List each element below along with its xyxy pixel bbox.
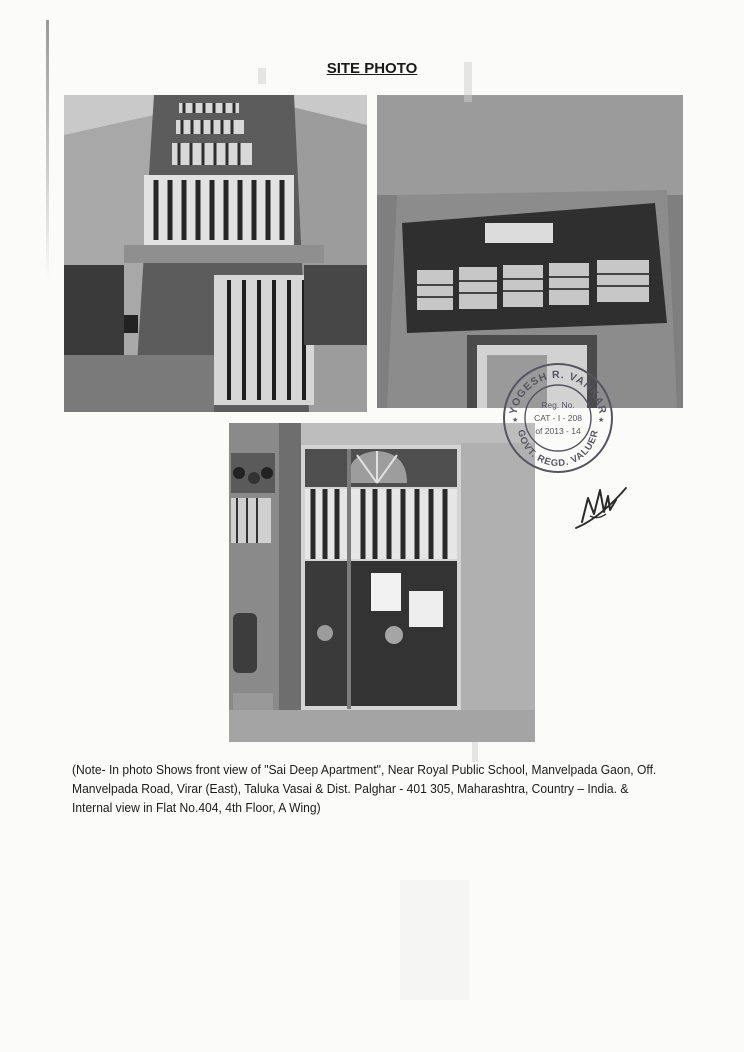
scan-speck	[258, 68, 266, 84]
valuer-seal-stamp	[502, 362, 614, 474]
page-title: SITE PHOTO	[326, 60, 418, 77]
valuer-signature	[570, 470, 630, 532]
svg-text:★: ★	[598, 417, 605, 424]
seal-line-1: Reg. No.	[541, 400, 575, 410]
scan-speck	[472, 742, 478, 762]
scan-smudge	[400, 880, 470, 1000]
seal-line-2: CAT - I - 208	[534, 413, 582, 423]
seal-bottom-text: GOVT. REGD. VALUER	[515, 428, 601, 470]
seal-top-text: YOGESH R. VANKAR	[507, 368, 609, 416]
photo-note: (Note- In photo Shows front view of "Sai Deep Apartment", Near Royal Public School, Manvelpada Gaon, Off. Manvelpada Road, Virar (East), Taluka Vasai & Dist. Palghar - 401 305, Maharashtra, Country – India. & Internal view in Flat No.404, 4th Floor, A Wing)	[72, 762, 657, 815]
svg-text:★: ★	[512, 417, 519, 424]
flat-door-photo	[229, 423, 535, 742]
building-front-photo	[64, 95, 367, 412]
scan-speck	[464, 62, 472, 102]
seal-line-3: of 2013 - 14	[535, 426, 581, 436]
scan-edge-line	[46, 20, 49, 280]
